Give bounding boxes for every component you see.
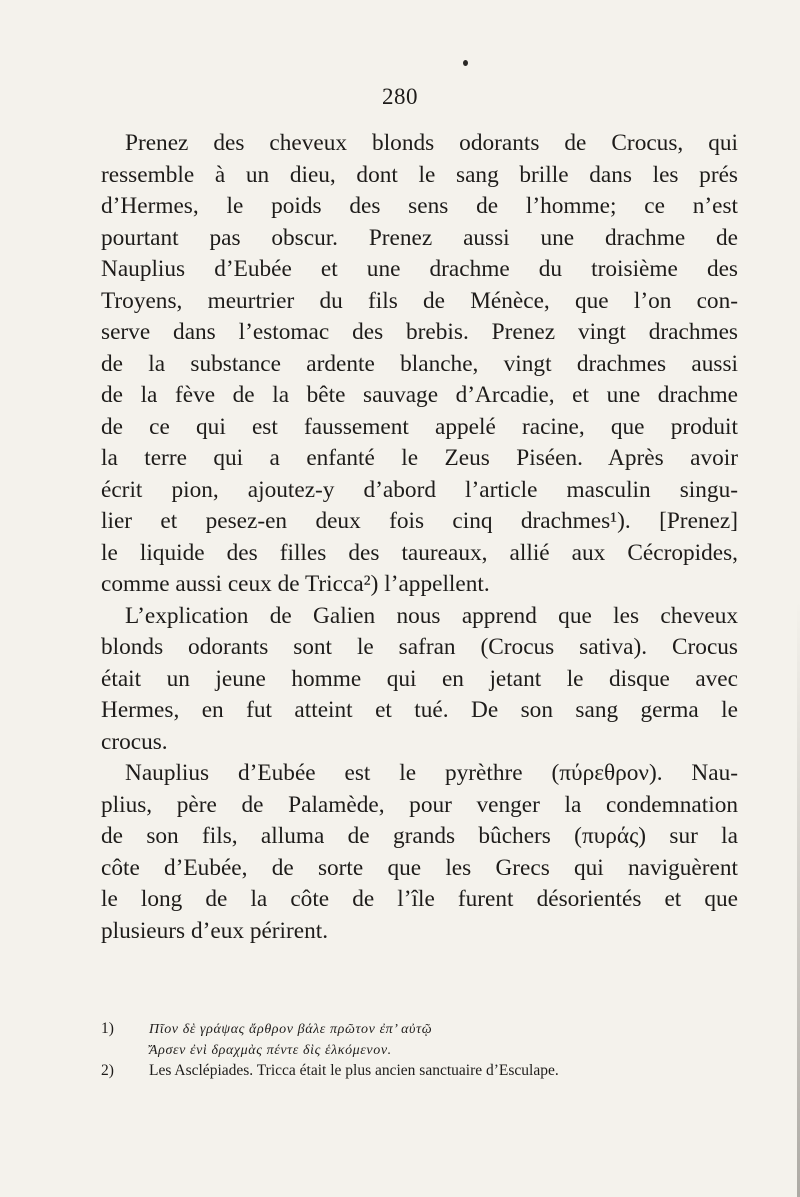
footnote-1-continued [101, 1039, 738, 1060]
footnote-2 [101, 1060, 738, 1081]
text-line: côte d’Eubée, de sorte que les Grecs qui naviguèrent [101, 854, 738, 881]
text-line: plusieurs d’eux périrent. [101, 917, 329, 944]
text-line: Nauplius d’Eubée est le pyrèthre (πύρεθρον). Nau- [125, 760, 738, 786]
main-text [101, 128, 738, 947]
text-line: Hermes, en fut atteint et tué. De son sang germa le [101, 697, 738, 723]
text-line: Troyens, meurtrier du fils de Ménèce, que l’on con- [101, 287, 738, 314]
text-line: d’Hermes, le poids des sens de l’homme; ce n’est [101, 193, 738, 219]
text-line: de ce qui est faussement appelé racine, que produit [101, 413, 738, 440]
text-line: le liquide des filles des taureaux, allié aux Cécropides, [101, 539, 738, 566]
text-line: était un jeune homme qui en jetant le disque avec [101, 665, 738, 692]
text-line: de son fils, alluma de grands bûchers (πυράς) sur la [101, 823, 738, 849]
text-line: de la fève de la bête sauvage d’Arcadie, et une drachme [101, 382, 738, 408]
footnote-1-number: 1) [101, 1020, 114, 1037]
footnote-2-text: Les Asclépiades. Tricca était le plus ancien sanctuaire d’Esculape. [149, 1062, 559, 1079]
text-line: ressemble à un dieu, dont le sang brille dans les prés [101, 161, 738, 188]
footnote-1 [101, 1018, 738, 1039]
text-line: comme aussi ceux de Tricca²) l’appellent. [101, 571, 490, 597]
text-line: Prenez des cheveux blonds odorants de Crocus, qui [125, 130, 738, 156]
text-line: pourtant pas obscur. Prenez aussi une drachme de [101, 224, 738, 251]
footnote-1-greek-verse-2: Ἄρσεν ἐνὶ δραχμὰς πέντε δὶς ἑλκόμενον. [149, 1043, 392, 1058]
text-line: écrit pion, ajoutez-y d’abord l’article masculin singu- [101, 476, 738, 503]
text-line: de la substance ardente blanche, vingt drachmes aussi [101, 350, 738, 377]
text-line: crocus. [101, 728, 168, 755]
text-line: la terre qui a enfanté le Zeus Piséen. Après avoir [101, 445, 738, 471]
footnote-1-greek-verse-1: Πῖον δὲ γράψας ἄρθρον βάλε πρῶτον ἐπ’ αὐτῷ [149, 1022, 433, 1037]
footnote-2-number: 2) [101, 1062, 114, 1079]
text-line: lier et pesez-en deux fois cinq drachmes¹). [Prenez] [101, 508, 738, 534]
footnotes [101, 1018, 738, 1081]
text-line: serve dans l’estomac des brebis. Prenez vingt drachmes [101, 319, 738, 345]
page-number: 280 [382, 84, 418, 109]
text-line: plius, père de Palamède, pour venger la condemnation [101, 791, 738, 818]
text-line: Nauplius d’Eubée et une drachme du troisième des [101, 256, 738, 282]
text-line: le long de la côte de l’île furent désorientés et que [101, 886, 738, 912]
text-line: blonds odorants sont le safran (Crocus sativa). Crocus [101, 634, 738, 660]
text-line: L’explication de Galien nous apprend que les cheveux [125, 602, 738, 629]
ink-dot [463, 60, 468, 66]
